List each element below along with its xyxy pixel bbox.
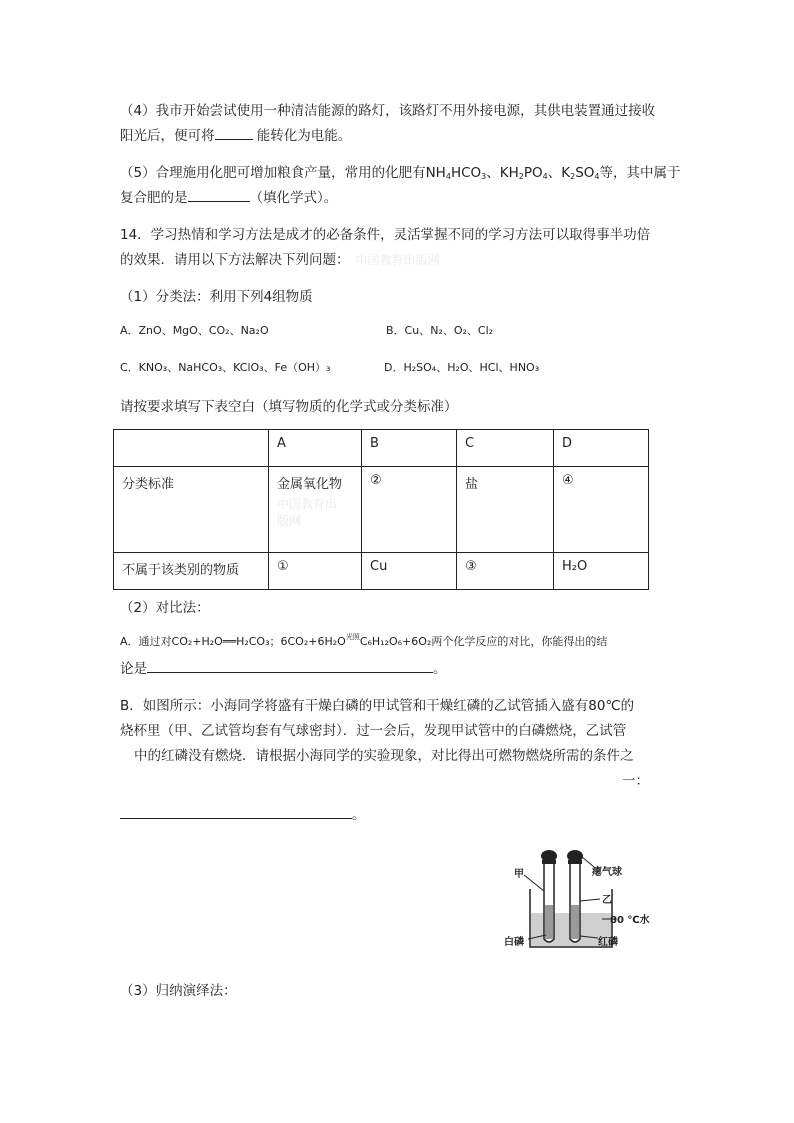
s3-title: （3）归纳演绎法：: [120, 983, 237, 999]
q14-line1: 14．学习热情和学习方法是成才的必备条件，灵活掌握不同的学习方法可以取得事半功倍: [120, 227, 651, 243]
table-cell: 不属于该类别的物质: [114, 553, 269, 590]
s1-group-a: A．ZnO、MgO、CO₂、Na₂O: [120, 324, 269, 337]
p4-line2: [120, 124, 351, 144]
s2-a-equation1: A．通过对CO₂+H₂O══H₂CO₃；6CO₂+6H₂O: [120, 635, 346, 648]
s2-b-line4: 一：: [622, 773, 649, 789]
p5-line2a: 复合肥的是: [120, 190, 188, 206]
p5-text-d: PO: [523, 165, 543, 181]
s2-a-line1: [120, 633, 607, 649]
table-cell: H₂O: [554, 553, 649, 590]
s2-a-line2: [120, 657, 447, 677]
s2-b-condition-blank[interactable]: [120, 805, 352, 819]
s1-group-c: C．KNO₃、NaHCO₃、KClO₃、Fe（OH）₃: [120, 361, 331, 374]
s2-b-line1: B．如图所示：小海同学将盛有干燥白磷的甲试管和干燥红磷的乙试管插入盛有80℃的: [120, 698, 635, 714]
p5-fertilizer-blank[interactable]: [188, 188, 250, 202]
table-header-cell: C: [457, 430, 554, 467]
label-red-phosphorus: 红磷: [598, 937, 618, 948]
p4-line2a: 阳光后，便可将: [120, 128, 215, 144]
table-header-row: [114, 430, 649, 467]
q14-line2-text: 的效果．请用以下方法解决下列问题：: [120, 252, 350, 268]
label-jia: 甲: [514, 869, 524, 880]
table-cell[interactable]: ④: [554, 467, 649, 553]
table-cell: 分类标准: [114, 467, 269, 553]
p5-text-c: 、KH: [486, 165, 519, 181]
p5-line2: [120, 186, 337, 206]
p5-line1: （5）合理施用化肥可增加粮食产量，常用的化肥有$NH_4HCO_3$、$KH_2PO_4$、$K_2SO_4$等，其中属于: [120, 165, 681, 181]
s2-b-line2: 烧杯里（甲、乙试管均套有气球密封）．过一会后，发现甲试管中的白磷燃烧，乙试管: [120, 723, 627, 739]
table-row: [114, 467, 649, 553]
watermark: 中国教育出版网: [355, 253, 440, 267]
watermark: 中国教育出版网: [277, 497, 338, 528]
s2-b-line3: 中的红磷没有燃烧．请根据小海同学的实验现象，对比得出可燃物燃烧所需的条件之: [134, 748, 634, 764]
p5-line2b: （填化学式）。: [249, 190, 338, 206]
experiment-figure: [502, 841, 652, 954]
s2-a-line2a: 论是: [120, 661, 147, 677]
p5-text-f: SO: [575, 165, 595, 181]
table-header-cell: B: [362, 430, 457, 467]
reaction-arrow: [346, 633, 360, 649]
reaction-condition: 光照: [345, 633, 360, 641]
label-yi: 乙: [602, 895, 612, 906]
label-water: 80 ℃水: [610, 915, 650, 926]
q14-line2: [120, 248, 440, 268]
s2-a-line2b: 。: [433, 661, 447, 677]
p5-text-g: 等，其中属于: [599, 165, 681, 181]
table-header-cell: [114, 430, 269, 467]
experiment-diagram: [502, 841, 652, 954]
label-balloon: 瘪气球: [592, 867, 622, 878]
table-row: [114, 553, 649, 590]
table-cell[interactable]: ①: [269, 553, 362, 590]
table-cell-text: 金属氧化物: [277, 477, 343, 492]
p4-line1: （4）我市开始尝试使用一种清洁能源的路灯，该路灯不用外接电源，其供电装置通过接收: [120, 103, 656, 119]
s2-b-line5: [120, 803, 366, 823]
table-cell: Cu: [362, 553, 457, 590]
s1-instruction: 请按要求填写下表空白（填写物质的化学式或分类标准）: [120, 399, 458, 415]
table-cell: [269, 467, 362, 553]
table-header-cell: D: [554, 430, 649, 467]
s1-group-b: B．Cu、N₂、O₂、Cl₂: [386, 324, 494, 337]
p5-text-e: 、K: [547, 165, 571, 181]
p5-text-a: （5）合理施用化肥可增加粮食产量，常用的化肥有NH: [120, 165, 446, 181]
table-cell[interactable]: ③: [457, 553, 554, 590]
table-cell[interactable]: ②: [362, 467, 457, 553]
table-cell: 盐: [457, 467, 554, 553]
p5-text-b: HCO: [450, 165, 482, 181]
s2-b-line5-end: 。: [352, 807, 366, 823]
classification-table: [113, 429, 649, 590]
s1-group-d: D．H₂SO₄、H₂O、HCl、HNO₃: [384, 361, 540, 374]
s2-a-equation2: C₆H₁₂O₆+6O₂两个化学反应的对比，你能得出的结: [359, 635, 608, 648]
s2-title: （2）对比法：: [120, 600, 210, 616]
label-white-phosphorus: 白磷: [504, 937, 524, 948]
table-header-cell: A: [269, 430, 362, 467]
p4-line2b: 能转化为电能。: [256, 128, 352, 144]
s2-a-conclusion-blank[interactable]: [147, 659, 433, 673]
p4-energy-blank[interactable]: [215, 126, 253, 140]
s1-title: （1）分类法：利用下列4组物质: [120, 289, 313, 305]
